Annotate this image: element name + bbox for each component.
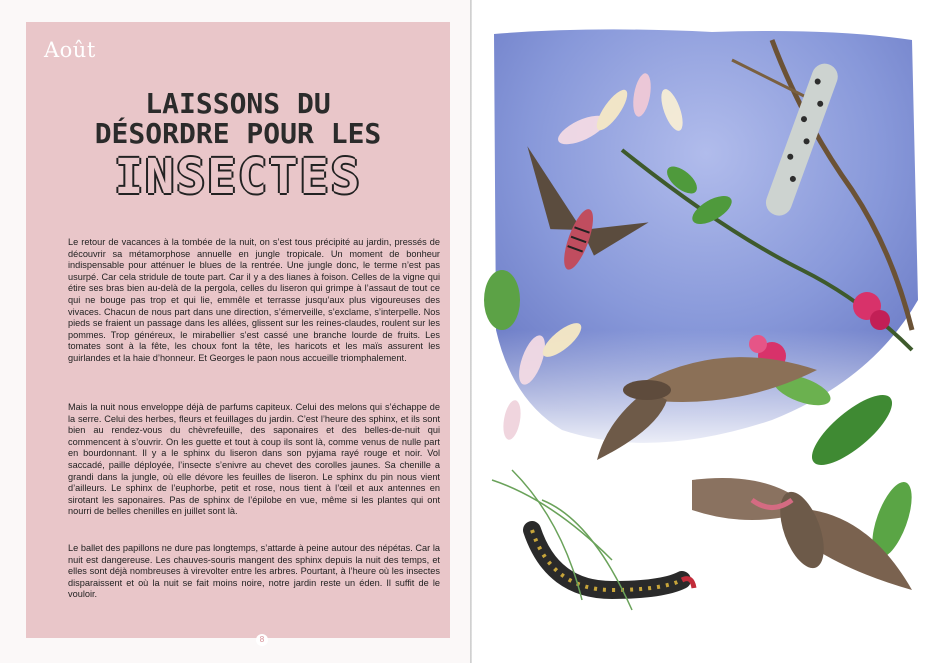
left-page (0, 0, 472, 663)
caterpillar-lower (532, 530, 694, 590)
title-line-3: INSECTES (114, 149, 362, 205)
body-paragraph-2: Mais la nuit nous enveloppe déjà de parfums capiteux. Celui des melons qui s’échappe de la serre. Celui des herbes, fleurs et feuillages du jardin. C’est l’heure des sphinx, et ils sont bien au rendez-vous du chèvrefeuille, des saponaires et des belles-de-nuit qui commencent à s’ouvrir. On les guette et tout à coup ils sont là, comme venus de nulle part en bourdonnant. Il y a le sphinx du liseron dans son pyjama rayé rouge et noir. Vol saccadé, paille déployée, l’insecte s’enivre au chevet des corolles jaunes. Sa chenille a grandi dans la jungle, où elle dévore les feuilles de liseron. Le sphinx du pin nous vient d’ailleurs. Le sphinx de l’euphorbe, petit et rose, nous tient à l’œil et aux antennes en sirotant les saponaires. Pas de sphinx de l’épilobe en vue, même si les plantes qui ont nourri de belles chenilles en juillet sont là. (68, 402, 440, 517)
body-paragraph-3: Le ballet des papillons ne dure pas longtemps, s’attarde à peine autour des népétas. Car la nuit est dangereuse. Les chauves-souris mangent des sphinx depuis la nuit des temps, et elles sont déjà nombreuses à virevolter entre les arbres. Pourtant, à l’heure où les insectes disparaissent et où la nuit se fait moins noire, notre jardin reste un éden. Il suffit de le vouloir. (68, 543, 440, 600)
page-number: 8 (256, 634, 268, 646)
moth-illustration (472, 0, 947, 663)
title-line-1: LAISSONS DU (145, 87, 331, 120)
body-paragraph-1: Le retour de vacances à la tombée de la nuit, on s’est tous précipité au jardin, pressés de découvrir sa métamorphose annuelle en jungle tropicale. Un moment de bonheur indispensable pour atténuer le blues de la rentrée. Une jungle donc, le terme n’est pas usurpé. Car cela stridule de toute part. Car il y a des lianes à foison. Celles de la vigne qui étire ses bras bien au-delà de la pergola, celles du liseron qui grimpe à l’assaut de tout ce qui ne bouge pas trop et qui lie, emmêle et terrasse jusqu’aux plus vigoureuses des vivaces. Chacun de nous part dans une direction, s’émerveille, s’exclame, s’interpelle. Nos pieds se fraient un passage dans les allées, glissent sur les reines-claudes, roulent sur les pommes. Trop généreux, le mirabellier s’est cassé une branche lourde de fruits. Les tomates sont à la fête, les choux font la tête, les haricots et les maïs assurent les guirlandes et la haie d’honneur. Et Georges le paon nous accueille triomphalement. (68, 237, 440, 363)
right-page (472, 0, 947, 663)
title-line-2: DÉSORDRE POUR LES (94, 117, 382, 150)
pink-text-panel (26, 22, 450, 644)
month-label: Août (44, 38, 96, 62)
